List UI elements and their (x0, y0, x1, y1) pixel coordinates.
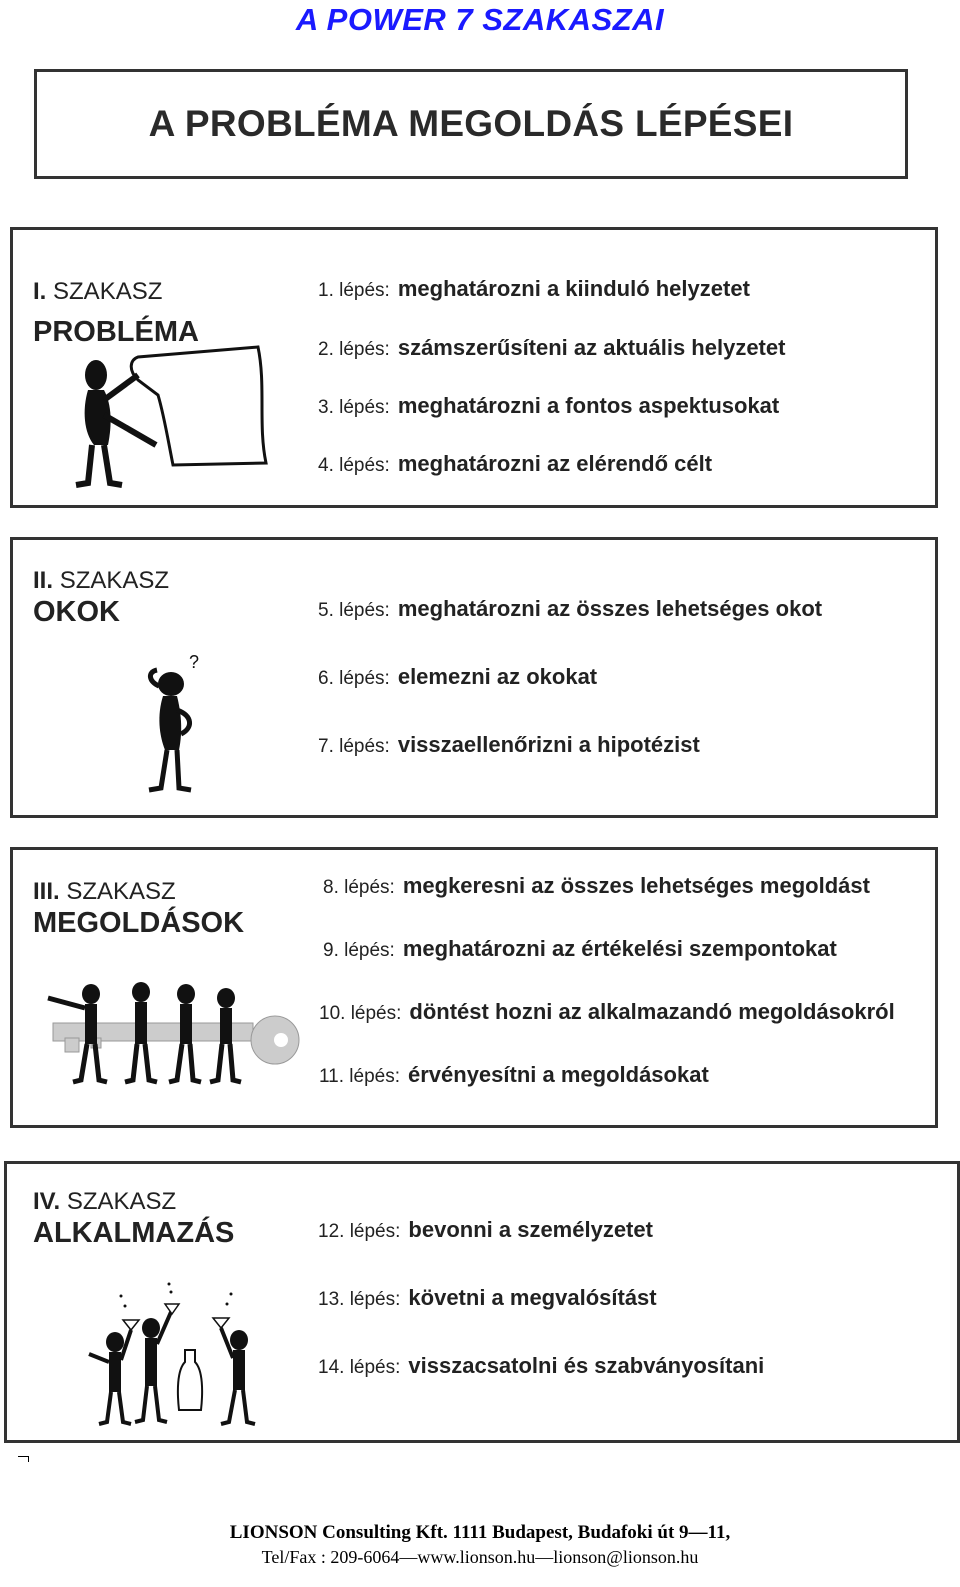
step-13: 13. lépés: követni a megvalósítást (318, 1285, 657, 1310)
step-2: 2. lépés: számszerűsíteni az aktuális helyzetet (318, 335, 786, 360)
stage-3-panel (10, 847, 938, 1128)
stage-1-panel (10, 227, 938, 508)
step-10: 10. lépés: döntést hozni az alkalmazandó megoldásokról (319, 999, 895, 1024)
step-3: 3. lépés: meghatározni a fontos aspektusokat (318, 393, 780, 418)
stage-4-panel (4, 1161, 960, 1443)
footer-address: LIONSON Consulting Kft. 1111 Budapest, Budafoki út 9—11, (229, 1522, 731, 1543)
stage-2-label-text: SZAKASZ (59, 567, 170, 594)
stage-1-label (33, 278, 162, 306)
stage-1-numeral: I. (33, 278, 47, 305)
stage-4-label-text: SZAKASZ (66, 1188, 177, 1215)
stage-4-label (33, 1188, 176, 1216)
stage-4-name: ALKALMAZÁS (33, 1217, 235, 1249)
stage-1-name: PROBLÉMA (33, 316, 199, 348)
step-1: 1. lépés: meghatározni a kiinduló helyzetet (318, 276, 750, 301)
step-9: 9. lépés: meghatározni az értékelési szempontokat (323, 936, 837, 961)
step-4: 4. lépés: meghatározni az elérendő célt (318, 451, 713, 476)
svg-text:?: ? (189, 652, 200, 672)
stage-1-label-text: SZAKASZ (53, 278, 163, 305)
corner-mark (18, 1456, 29, 1462)
stage-3-numeral: III. (33, 878, 60, 905)
stage-2-name: OKOK (33, 596, 120, 628)
footer-contact: Tel/Fax : 209-6064—www.lionson.hu—lionson@lionson.hu (261, 1547, 699, 1567)
main-heading-box (34, 69, 908, 179)
stage-2-panel (10, 537, 938, 818)
stage-3-label-text: SZAKASZ (66, 878, 176, 905)
page-title: A POWER 7 SZAKASZAI (295, 2, 665, 37)
figures-carrying-key-icon (43, 978, 303, 1093)
main-heading: A PROBLÉMA MEGOLDÁS LÉPÉSEI (148, 103, 794, 144)
step-7: 7. lépés: visszaellenőrizni a hipotézist (318, 732, 700, 757)
stage-3-name: MEGOLDÁSOK (33, 907, 245, 939)
step-11: 11. lépés: érvényesítni a megoldásokat (319, 1062, 709, 1087)
step-12: 12. lépés: bevonni a személyzetet (318, 1217, 653, 1242)
thinking-figure-icon (131, 650, 221, 795)
celebrating-figures-icon (79, 1282, 269, 1432)
stage-2-numeral: II. (33, 567, 54, 594)
step-8: 8. lépés: megkeresni az összes lehetséges megoldást (323, 873, 870, 898)
step-6: 6. lépés: elemezni az okokat (318, 664, 598, 689)
stage-3-label (33, 878, 176, 906)
stage-4-numeral: IV. (33, 1188, 61, 1215)
step-14: 14. lépés: visszacsatolni és szabványosítani (318, 1353, 765, 1378)
stage-2-label (33, 567, 169, 595)
step-5: 5. lépés: meghatározni az összes lehetséges okot (318, 596, 823, 621)
figure-holding-sign-icon (68, 345, 278, 490)
